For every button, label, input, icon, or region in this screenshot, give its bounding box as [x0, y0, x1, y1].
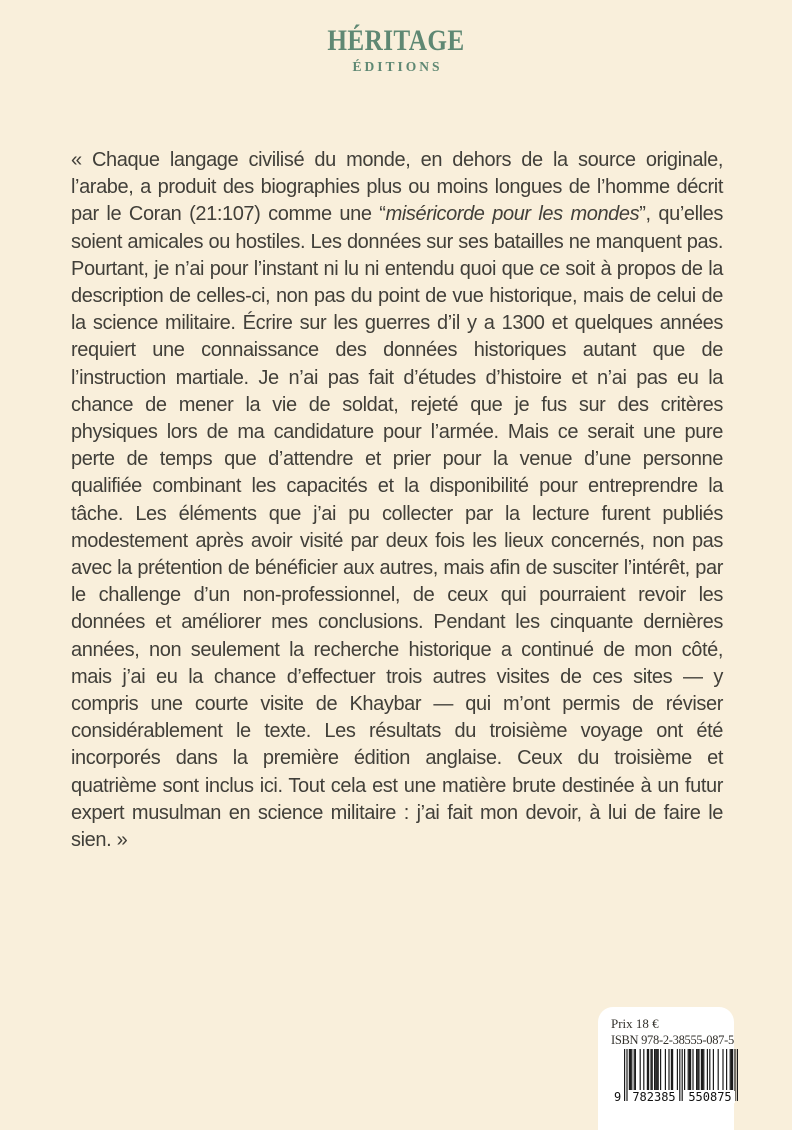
isbn-label: ISBN 978-2-38555-087-5 — [611, 1032, 734, 1047]
publisher-subtitle: ÉDITIONS — [352, 59, 443, 74]
price-label: Prix 18 € — [611, 1016, 659, 1031]
price-barcode-panel — [598, 1007, 734, 1130]
quote-italic-phrase: miséricorde pour les mondes — [385, 203, 640, 226]
publisher-logo — [0, 26, 792, 75]
back-cover-quote — [71, 147, 723, 854]
barcode-digit-first: 9 — [614, 1090, 622, 1105]
barcode-area — [616, 1049, 740, 1115]
publisher-name: HÉRITAGE — [327, 24, 465, 57]
barcode-digits-left: 782385 — [629, 1091, 679, 1103]
quote-part2: ”, qu’elles soient amicales ou hostiles. Les données sur ses batailles ne manquent pas. Pourtant, je n’ai pour l’instant ni lu ni entendu quoi que ce soit à propos de la description de celles-ci, non pas du point de vue historique, mais de celui de la science militaire. Écrire sur les guerres d’il y a 1300 et quelques années requiert une connaissance des données historiques autant que de l’instruction martiale. Je n’ai pas fait d’études d’histoire et n’ai pas eu la chance de mener la vie de soldat, rejeté que je fus sur des critères physiques lors de ma candidature pour l’armée. Mais ce serait une pure perte de temps que d’attendre et prier pour la venue d’une personne qualifiée combinant les capacités et la disponibilité pour entreprendre la tâche. Les éléments que j’ai pu collecter par la lecture furent publiés modestement après avoir visité par deux fois les lieux concernés, non pas avec la prétention de bénéficier aux autres, mais afin de susciter l’intérêt, par le challenge d’un non-professionnel, de ceux qui pourraient revoir les données et améliorer mes conclusions. Pendant les cinquante dernières années, non seulement la recherche historique a continué de mon côté, mais j’ai eu la chance d’effectuer trois autres visites de ces sites — y compris une courte visite de Khaybar — qui m’ont permis de réviser considérablement le texte. Les résultats du troisième voyage ont été incorporés dans la première édition anglaise. Ceux du troisième et quatrième sont inclus ici. Tout cela est une matière brute destinée à un futur expert musulman en science militaire : j’ai fait mon devoir, à lui de faire le sien. » — [71, 203, 723, 852]
barcode-digits-right: 550875 — [685, 1091, 735, 1103]
quote-part1: « Chaque langage civilisé du monde, en dehors de la source originale, l’arabe, a produit des biographies plus ou moins longues de l’homme décrit par le Coran (21:107) comme une “ — [71, 149, 723, 226]
